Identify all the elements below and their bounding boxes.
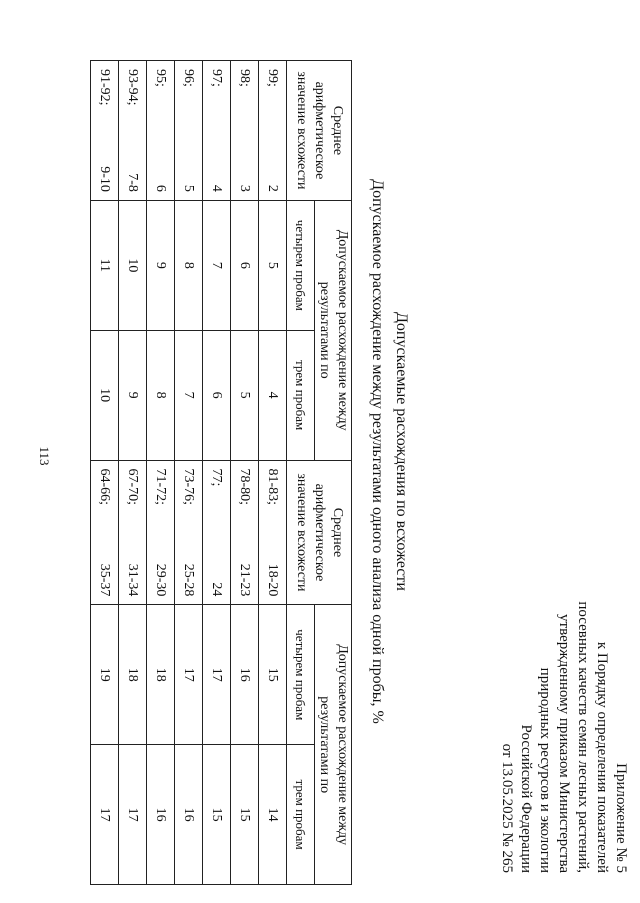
cell-three-right: 16 — [175, 745, 203, 885]
cell-four-left: 10 — [119, 200, 147, 330]
cell-three-left: 9 — [119, 330, 147, 460]
header-allowed: Допускаемое расхождение между результатами по — [315, 200, 352, 460]
cell-four-left: 5 — [259, 200, 287, 330]
cell-mean-left — [175, 61, 203, 201]
cell-mean-right-part: 25-28 — [181, 563, 197, 597]
header-mean: Среднее арифметическое значение всхожести — [287, 460, 352, 605]
cell-mean-right-part: 67-70; — [125, 468, 141, 506]
cell-mean-right-part: 71-72; — [153, 468, 169, 506]
document-title: Допускаемые расхождения по всхожести — [393, 312, 410, 591]
cell-mean-left-part: 7-8 — [125, 173, 141, 192]
cell-three-left: 5 — [231, 330, 259, 460]
cell-mean-left-part: 98; — [237, 69, 253, 87]
cell-mean-left-part: 5 — [181, 184, 197, 192]
cell-four-right: 17 — [175, 605, 203, 745]
cell-mean-left-part: 95; — [153, 69, 169, 87]
cell-mean-left-part: 93-94; — [125, 69, 141, 106]
cell-mean-right — [119, 460, 147, 605]
appendix-line: Российской Федерации — [518, 724, 534, 873]
cell-mean-right — [147, 460, 175, 605]
cell-four-right: 15 — [259, 605, 287, 745]
cell-four-left: 9 — [147, 200, 175, 330]
cell-three-right: 15 — [203, 745, 231, 885]
cell-mean-left — [231, 61, 259, 201]
appendix-line: природных ресурсов и экологии — [537, 667, 553, 873]
table-row — [175, 61, 203, 885]
document-subtitle: Допускаемое расхождение между результатами одного анализа одной пробы, % — [369, 179, 386, 724]
cell-mean-left-part: 91-92; — [97, 69, 113, 106]
cell-mean-right-part: 24 — [209, 582, 225, 597]
cell-three-left: 7 — [175, 330, 203, 460]
cell-mean-left-part: 2 — [265, 184, 281, 192]
cell-four-right: 17 — [203, 605, 231, 745]
cell-mean-right-part: 64-66; — [97, 468, 113, 506]
cell-three-left: 10 — [91, 330, 119, 460]
appendix-line: от 13.05.2025 № 265 — [499, 743, 515, 873]
cell-three-left: 6 — [203, 330, 231, 460]
cell-four-left: 7 — [203, 200, 231, 330]
cell-mean-right — [259, 460, 287, 605]
table-row — [147, 61, 175, 885]
appendix-line: посевных качеств семян лесных растений, — [575, 601, 591, 873]
cell-three-left: 4 — [259, 330, 287, 460]
cell-mean-right — [231, 460, 259, 605]
cell-mean-left — [119, 61, 147, 201]
table-row — [203, 61, 231, 885]
cell-four-right: 19 — [91, 605, 119, 745]
cell-four-right: 18 — [119, 605, 147, 745]
cell-mean-left — [203, 61, 231, 201]
cell-mean-left-part: 4 — [209, 184, 225, 192]
appendix-line: утвержденному приказом Министерства — [556, 614, 572, 873]
cell-mean-left-part: 96; — [181, 69, 197, 87]
table-row — [231, 61, 259, 885]
appendix-line: Приложение № 5 — [613, 763, 629, 873]
cell-mean-right-part: 81-83; — [265, 468, 281, 506]
cell-mean-right-part: 29-30 — [153, 563, 169, 597]
cell-mean-right-part: 31-34 — [125, 563, 141, 597]
cell-mean-right-part: 77; — [209, 468, 225, 487]
table-row — [91, 61, 119, 885]
cell-mean-left — [259, 61, 287, 201]
table-row — [259, 61, 287, 885]
cell-four-right: 18 — [147, 605, 175, 745]
cell-mean-left — [147, 61, 175, 201]
cell-four-left: 6 — [231, 200, 259, 330]
cell-mean-left-part: 97; — [209, 69, 225, 87]
cell-four-left: 8 — [175, 200, 203, 330]
cell-mean-right — [175, 460, 203, 605]
cell-mean-right-part: 35-37 — [97, 563, 113, 597]
appendix-line: к Порядку определения показателей — [594, 641, 610, 873]
cell-three-right: 17 — [119, 745, 147, 885]
page-number: 113 — [37, 446, 52, 466]
cell-mean-right-part: 78-80; — [237, 468, 253, 506]
cell-mean-right-part: 18-20 — [265, 563, 281, 597]
cell-mean-left-part: 9-10 — [97, 166, 113, 192]
cell-mean-left-part: 6 — [153, 184, 169, 192]
cell-mean-left-part: 99; — [265, 69, 281, 87]
cell-mean-right — [203, 460, 231, 605]
cell-four-right: 16 — [231, 605, 259, 745]
appendix-block — [497, 493, 630, 873]
cell-mean-right-part: 73-76; — [181, 468, 197, 506]
header-mean: Среднее арифметическое значение всхожести — [287, 61, 352, 201]
cell-mean-right — [91, 460, 119, 605]
cell-three-right: 16 — [147, 745, 175, 885]
cell-three-right: 14 — [259, 745, 287, 885]
cell-four-left: 11 — [91, 200, 119, 330]
header-four: четырем пробам — [287, 605, 315, 745]
cell-three-right: 17 — [91, 745, 119, 885]
cell-mean-right-part: 21-23 — [237, 563, 253, 597]
header-allowed: Допускаемое расхождение между результатами по — [315, 605, 352, 885]
cell-mean-left-part: 3 — [237, 184, 253, 192]
table-row — [119, 61, 147, 885]
header-four: четырем пробам — [287, 200, 315, 330]
cell-three-right: 15 — [231, 745, 259, 885]
header-three: трем пробам — [287, 330, 315, 460]
cell-three-left: 8 — [147, 330, 175, 460]
cell-mean-left — [91, 61, 119, 201]
germination-table — [90, 60, 352, 885]
header-three: трем пробам — [287, 745, 315, 885]
